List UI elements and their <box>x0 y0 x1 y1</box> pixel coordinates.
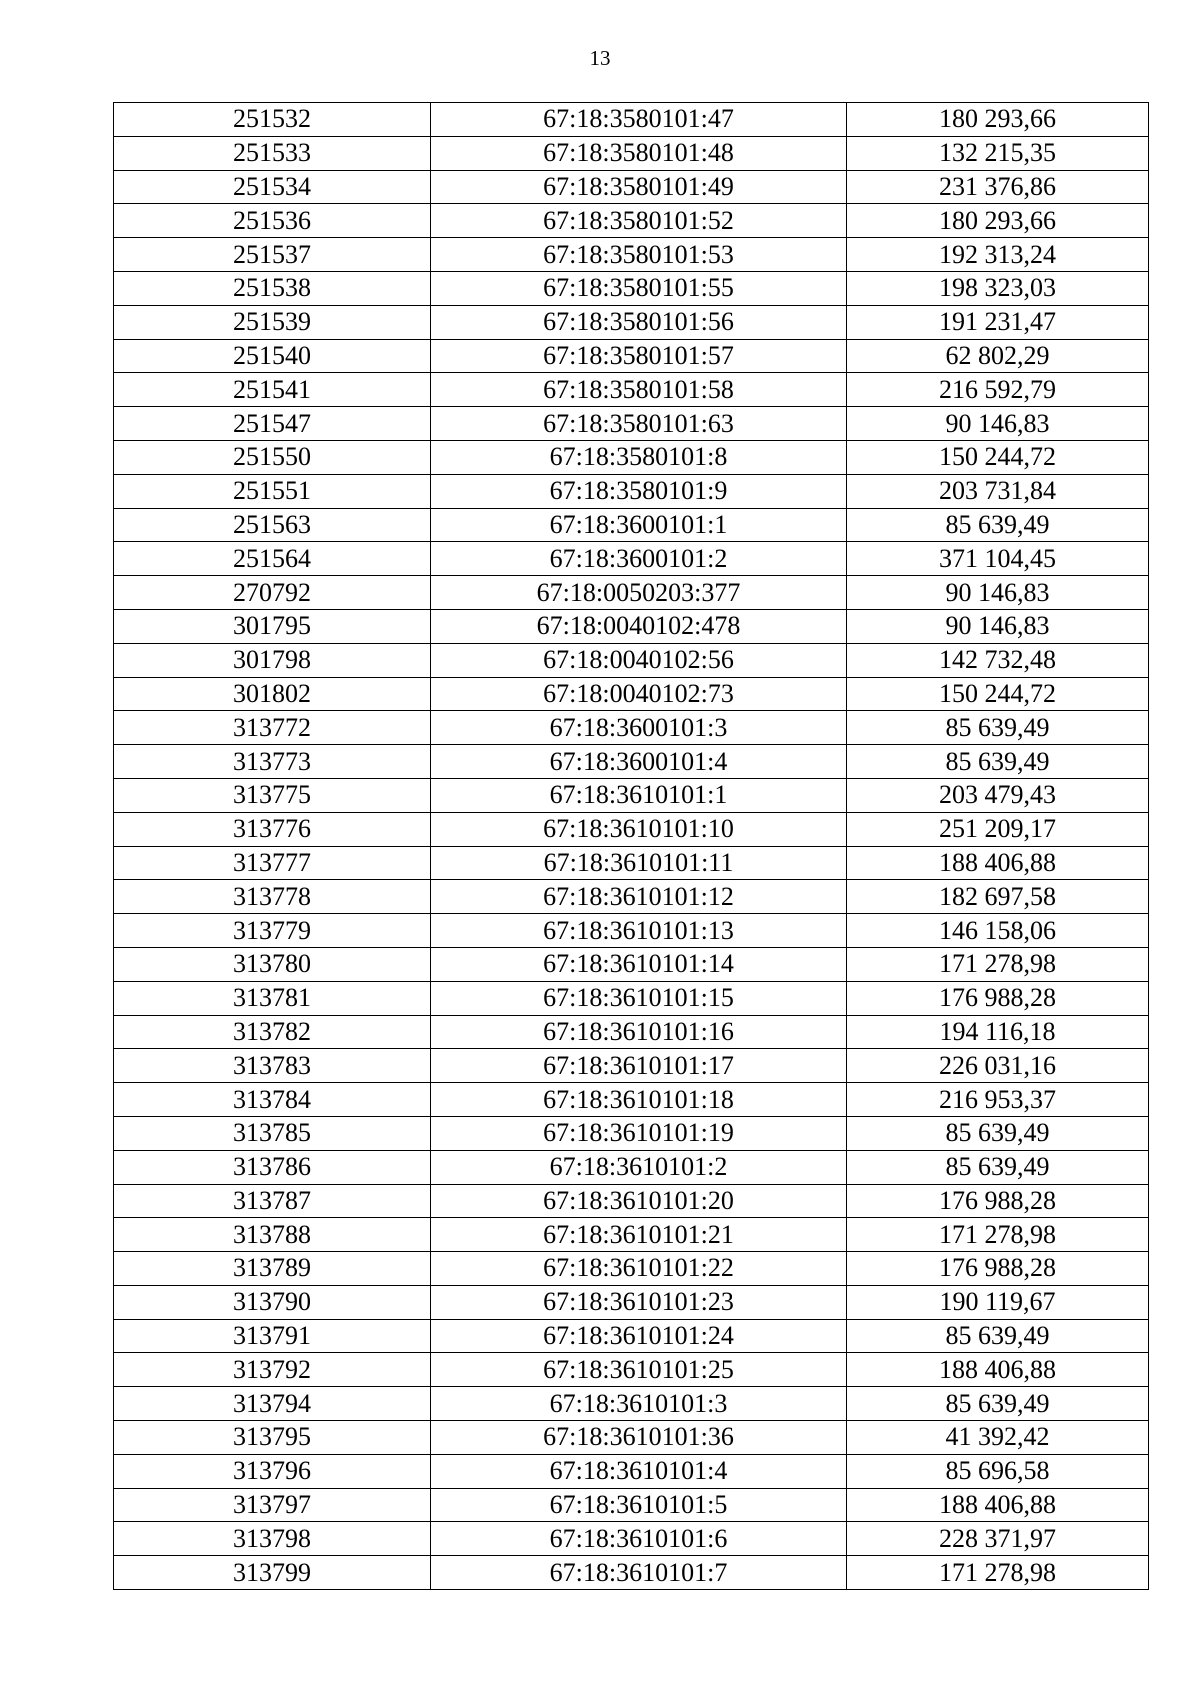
value-cell: 85 639,49 <box>847 1387 1149 1421</box>
table-row <box>114 1454 1149 1488</box>
value-cell: 85 639,49 <box>847 1319 1149 1353</box>
value-cell: 198 323,03 <box>847 271 1149 305</box>
record-number-cell: 301795 <box>114 609 431 643</box>
table-row <box>114 271 1149 305</box>
value-cell: 62 802,29 <box>847 339 1149 373</box>
table-row <box>114 1353 1149 1387</box>
record-number-cell: 313788 <box>114 1218 431 1252</box>
cadastral-number-cell: 67:18:3610101:23 <box>431 1285 847 1319</box>
record-number-cell: 251538 <box>114 271 431 305</box>
record-number-cell: 251550 <box>114 440 431 474</box>
record-number-cell: 313781 <box>114 981 431 1015</box>
value-cell: 180 293,66 <box>847 204 1149 238</box>
table-row <box>114 677 1149 711</box>
cadastral-number-cell: 67:18:0040102:73 <box>431 677 847 711</box>
table-row <box>114 812 1149 846</box>
value-cell: 85 639,49 <box>847 745 1149 779</box>
table-row <box>114 508 1149 542</box>
value-cell: 203 731,84 <box>847 474 1149 508</box>
record-number-cell: 270792 <box>114 576 431 610</box>
cadastral-number-cell: 67:18:3580101:53 <box>431 238 847 272</box>
value-cell: 190 119,67 <box>847 1285 1149 1319</box>
record-number-cell: 313784 <box>114 1083 431 1117</box>
record-number-cell: 313789 <box>114 1252 431 1286</box>
cadastral-number-cell: 67:18:3580101:63 <box>431 407 847 441</box>
table-row <box>114 1522 1149 1556</box>
table-row <box>114 1421 1149 1455</box>
record-number-cell: 313779 <box>114 914 431 948</box>
value-cell: 90 146,83 <box>847 407 1149 441</box>
record-number-cell: 313798 <box>114 1522 431 1556</box>
value-cell: 216 953,37 <box>847 1083 1149 1117</box>
value-cell: 194 116,18 <box>847 1015 1149 1049</box>
table-body <box>114 103 1149 1590</box>
table-row <box>114 1387 1149 1421</box>
record-number-cell: 313778 <box>114 880 431 914</box>
cadastral-number-cell: 67:18:3610101:17 <box>431 1049 847 1083</box>
value-cell: 203 479,43 <box>847 778 1149 812</box>
value-cell: 150 244,72 <box>847 677 1149 711</box>
cadastral-number-cell: 67:18:3580101:57 <box>431 339 847 373</box>
cadastral-number-cell: 67:18:3610101:13 <box>431 914 847 948</box>
table-row <box>114 1083 1149 1117</box>
table-row <box>114 914 1149 948</box>
cadastral-number-cell: 67:18:3610101:2 <box>431 1150 847 1184</box>
cadastral-number-cell: 67:18:3610101:14 <box>431 947 847 981</box>
table-row <box>114 170 1149 204</box>
cadastral-number-cell: 67:18:3610101:10 <box>431 812 847 846</box>
value-cell: 192 313,24 <box>847 238 1149 272</box>
cadastral-number-cell: 67:18:3610101:20 <box>431 1184 847 1218</box>
page-number: 13 <box>589 46 611 70</box>
cadastral-number-cell: 67:18:3610101:18 <box>431 1083 847 1117</box>
record-number-cell: 301802 <box>114 677 431 711</box>
value-cell: 188 406,88 <box>847 1353 1149 1387</box>
table-row <box>114 1184 1149 1218</box>
cadastral-number-cell: 67:18:3610101:25 <box>431 1353 847 1387</box>
cadastral-number-cell: 67:18:3610101:11 <box>431 846 847 880</box>
value-cell: 226 031,16 <box>847 1049 1149 1083</box>
table-row <box>114 880 1149 914</box>
record-number-cell: 313792 <box>114 1353 431 1387</box>
record-number-cell: 313785 <box>114 1116 431 1150</box>
table-row <box>114 204 1149 238</box>
record-number-cell: 251547 <box>114 407 431 441</box>
table-row <box>114 1556 1149 1590</box>
table-row <box>114 1015 1149 1049</box>
value-cell: 176 988,28 <box>847 1252 1149 1286</box>
value-cell: 176 988,28 <box>847 981 1149 1015</box>
cadastral-number-cell: 67:18:3610101:21 <box>431 1218 847 1252</box>
cadastral-number-cell: 67:18:3580101:47 <box>431 103 847 137</box>
value-cell: 90 146,83 <box>847 576 1149 610</box>
record-number-cell: 251536 <box>114 204 431 238</box>
cadastral-number-cell: 67:18:3610101:16 <box>431 1015 847 1049</box>
record-number-cell: 251533 <box>114 136 431 170</box>
record-number-cell: 313787 <box>114 1184 431 1218</box>
record-number-cell: 313797 <box>114 1488 431 1522</box>
record-number-cell: 301798 <box>114 643 431 677</box>
value-cell: 251 209,17 <box>847 812 1149 846</box>
value-cell: 85 696,58 <box>847 1454 1149 1488</box>
cadastral-number-cell: 67:18:0040102:56 <box>431 643 847 677</box>
value-cell: 85 639,49 <box>847 508 1149 542</box>
cadastral-number-cell: 67:18:3610101:12 <box>431 880 847 914</box>
record-number-cell: 251532 <box>114 103 431 137</box>
table-row <box>114 609 1149 643</box>
table-row <box>114 1488 1149 1522</box>
record-number-cell: 251539 <box>114 305 431 339</box>
record-number-cell: 313799 <box>114 1556 431 1590</box>
table-row <box>114 745 1149 779</box>
value-cell: 85 639,49 <box>847 711 1149 745</box>
table-row <box>114 373 1149 407</box>
cadastral-number-cell: 67:18:0040102:478 <box>431 609 847 643</box>
record-number-cell: 313783 <box>114 1049 431 1083</box>
table-row <box>114 1116 1149 1150</box>
record-number-cell: 313782 <box>114 1015 431 1049</box>
cadastral-number-cell: 67:18:3580101:8 <box>431 440 847 474</box>
value-cell: 85 639,49 <box>847 1150 1149 1184</box>
value-cell: 85 639,49 <box>847 1116 1149 1150</box>
cadastral-number-cell: 67:18:3580101:48 <box>431 136 847 170</box>
cadastral-number-cell: 67:18:3610101:15 <box>431 981 847 1015</box>
cadastral-number-cell: 67:18:3600101:2 <box>431 542 847 576</box>
table-row <box>114 440 1149 474</box>
table-row <box>114 576 1149 610</box>
value-cell: 188 406,88 <box>847 1488 1149 1522</box>
record-number-cell: 313776 <box>114 812 431 846</box>
cadastral-number-cell: 67:18:3600101:4 <box>431 745 847 779</box>
table-row <box>114 1049 1149 1083</box>
cadastral-number-cell: 67:18:3580101:55 <box>431 271 847 305</box>
table-row <box>114 981 1149 1015</box>
cadastral-number-cell: 67:18:3600101:3 <box>431 711 847 745</box>
record-number-cell: 313796 <box>114 1454 431 1488</box>
cadastral-number-cell: 67:18:3610101:7 <box>431 1556 847 1590</box>
table-row <box>114 136 1149 170</box>
table-row <box>114 1252 1149 1286</box>
value-cell: 182 697,58 <box>847 880 1149 914</box>
record-number-cell: 251537 <box>114 238 431 272</box>
record-number-cell: 313795 <box>114 1421 431 1455</box>
table-row <box>114 238 1149 272</box>
cadastral-number-cell: 67:18:3580101:52 <box>431 204 847 238</box>
record-number-cell: 313786 <box>114 1150 431 1184</box>
record-number-cell: 313772 <box>114 711 431 745</box>
table-row <box>114 778 1149 812</box>
value-cell: 142 732,48 <box>847 643 1149 677</box>
value-cell: 180 293,66 <box>847 103 1149 137</box>
cadastral-number-cell: 67:18:3610101:19 <box>431 1116 847 1150</box>
record-number-cell: 251564 <box>114 542 431 576</box>
value-cell: 371 104,45 <box>847 542 1149 576</box>
table-row <box>114 711 1149 745</box>
cadastral-number-cell: 67:18:3610101:1 <box>431 778 847 812</box>
table-row <box>114 1319 1149 1353</box>
cadastral-number-cell: 67:18:3580101:58 <box>431 373 847 407</box>
data-table <box>113 102 1149 1590</box>
record-number-cell: 313773 <box>114 745 431 779</box>
record-number-cell: 313791 <box>114 1319 431 1353</box>
record-number-cell: 313777 <box>114 846 431 880</box>
value-cell: 228 371,97 <box>847 1522 1149 1556</box>
table-row <box>114 339 1149 373</box>
cadastral-number-cell: 67:18:3610101:4 <box>431 1454 847 1488</box>
record-number-cell: 313790 <box>114 1285 431 1319</box>
table-row <box>114 1218 1149 1252</box>
cadastral-number-cell: 67:18:3580101:49 <box>431 170 847 204</box>
cadastral-number-cell: 67:18:3610101:22 <box>431 1252 847 1286</box>
value-cell: 132 215,35 <box>847 136 1149 170</box>
value-cell: 150 244,72 <box>847 440 1149 474</box>
record-number-cell: 251534 <box>114 170 431 204</box>
value-cell: 171 278,98 <box>847 1218 1149 1252</box>
record-number-cell: 251540 <box>114 339 431 373</box>
record-number-cell: 251541 <box>114 373 431 407</box>
cadastral-number-cell: 67:18:3610101:36 <box>431 1421 847 1455</box>
table-row <box>114 1150 1149 1184</box>
value-cell: 176 988,28 <box>847 1184 1149 1218</box>
cadastral-number-cell: 67:18:3580101:56 <box>431 305 847 339</box>
value-cell: 146 158,06 <box>847 914 1149 948</box>
table-row <box>114 1285 1149 1319</box>
cadastral-number-cell: 67:18:3610101:6 <box>431 1522 847 1556</box>
record-number-cell: 313775 <box>114 778 431 812</box>
record-number-cell: 313780 <box>114 947 431 981</box>
record-number-cell: 251551 <box>114 474 431 508</box>
cadastral-number-cell: 67:18:3610101:5 <box>431 1488 847 1522</box>
value-cell: 171 278,98 <box>847 947 1149 981</box>
value-cell: 231 376,86 <box>847 170 1149 204</box>
table-row <box>114 305 1149 339</box>
cadastral-number-cell: 67:18:3580101:9 <box>431 474 847 508</box>
cadastral-number-cell: 67:18:3600101:1 <box>431 508 847 542</box>
record-number-cell: 251563 <box>114 508 431 542</box>
table-row <box>114 846 1149 880</box>
value-cell: 188 406,88 <box>847 846 1149 880</box>
table-row <box>114 103 1149 137</box>
cadastral-number-cell: 67:18:0050203:377 <box>431 576 847 610</box>
table-row <box>114 407 1149 441</box>
record-number-cell: 313794 <box>114 1387 431 1421</box>
table-row <box>114 474 1149 508</box>
table-row <box>114 542 1149 576</box>
value-cell: 216 592,79 <box>847 373 1149 407</box>
cadastral-number-cell: 67:18:3610101:24 <box>431 1319 847 1353</box>
value-cell: 191 231,47 <box>847 305 1149 339</box>
value-cell: 41 392,42 <box>847 1421 1149 1455</box>
table-row <box>114 947 1149 981</box>
cadastral-number-cell: 67:18:3610101:3 <box>431 1387 847 1421</box>
value-cell: 90 146,83 <box>847 609 1149 643</box>
table-row <box>114 643 1149 677</box>
value-cell: 171 278,98 <box>847 1556 1149 1590</box>
